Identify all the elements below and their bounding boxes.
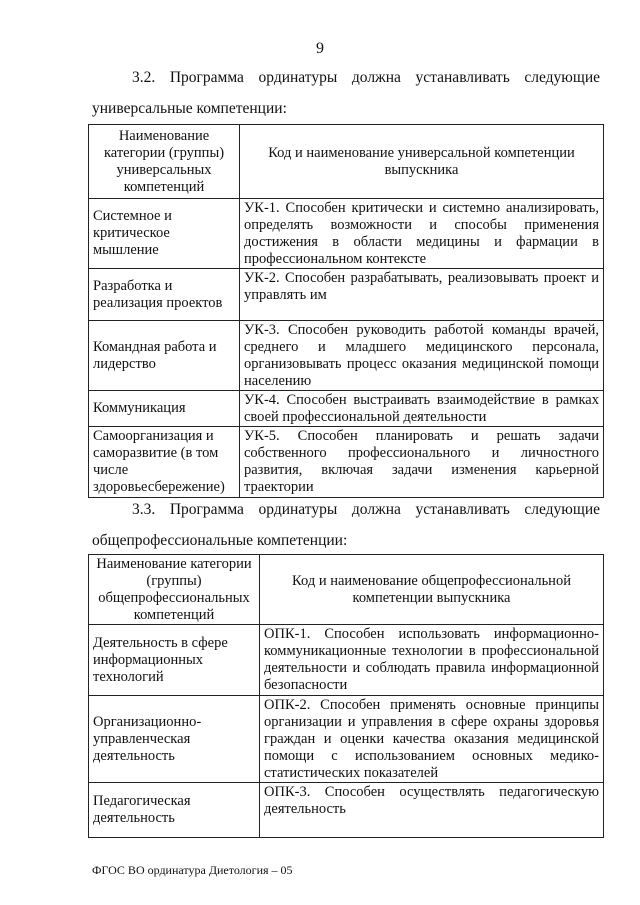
competence-cell: УК-3. Способен руководить работой команды врачей, среднего и младшего медицинского персонала, организовывать процесс оказания медицинской помощи населению <box>240 321 604 391</box>
section-3-3-line-1: 3.3. Программа ординатуры должна устанавливать следующие <box>132 501 600 518</box>
table-row <box>89 696 604 783</box>
universal-competencies-table <box>88 124 604 498</box>
table-row <box>89 783 604 838</box>
header-competence: Код и наименование общепрофессиональной компетенции выпускника <box>260 555 604 625</box>
table-row <box>89 269 604 321</box>
competence-cell: УК-2. Способен разрабатывать, реализовывать проект и управлять им <box>240 269 604 321</box>
header-category: Наименование категории (группы) общепрофессиональных компетенций <box>89 555 260 625</box>
table-row <box>89 199 604 269</box>
competence-cell: ОПК-3. Способен осуществлять педагогическую деятельность <box>260 783 604 838</box>
section-3-2-paragraph <box>92 68 600 119</box>
table-header-row <box>89 555 604 625</box>
category-cell: Коммуникация <box>89 391 240 427</box>
competence-cell: ОПК-2. Способен применять основные принципы организации и управления в сфере охраны здоровья граждан и оценки качества оказания медицинской помощи с использованием основных медико-статистических показателей <box>260 696 604 783</box>
competence-cell: УК-4. Способен выстраивать взаимодействие в рамках своей профессиональной деятельности <box>240 391 604 427</box>
header-category: Наименование категории (группы) универсальных компетенций <box>89 125 240 199</box>
category-cell: Организационно-управленческая деятельность <box>89 696 260 783</box>
section-3-3-line-2: общепрофессиональные компетенции: <box>92 532 348 549</box>
section-3-2-line-1: 3.2. Программа ординатуры должна устанавливать следующие <box>132 69 600 86</box>
category-cell: Педагогическая деятельность <box>89 783 260 838</box>
section-3-2-line-2: универсальные компетенции: <box>92 100 287 117</box>
general-professional-competencies-table <box>88 554 604 838</box>
competence-cell: УК-1. Способен критически и системно анализировать, определять возможности и способы применения достижения в области медицины и фармации в профессиональном контексте <box>240 199 604 269</box>
table-header-row <box>89 125 604 199</box>
section-3-3-paragraph <box>92 500 600 551</box>
table-row <box>89 625 604 696</box>
header-competence: Код и наименование универсальной компетенции выпускника <box>240 125 604 199</box>
category-cell: Деятельность в сфере информационных технологий <box>89 625 260 696</box>
table-row <box>89 391 604 427</box>
competence-cell: ОПК-1. Способен использовать информационно-коммуникационные технологии в профессиональной деятельности и соблюдать правила информационной безопасности <box>260 625 604 696</box>
category-cell: Системное и критическое мышление <box>89 199 240 269</box>
document-footer: ФГОС ВО ординатура Диетология – 05 <box>92 863 293 877</box>
table-row <box>89 321 604 391</box>
category-cell: Командная работа и лидерство <box>89 321 240 391</box>
category-cell: Самоорганизация и саморазвитие (в том числе здоровьесбережение) <box>89 427 240 498</box>
table-row <box>89 427 604 498</box>
competence-cell: УК-5. Способен планировать и решать задачи собственного профессионального и личностного развития, включая задачи изменения карьерной траектории <box>240 427 604 498</box>
page-number: 9 <box>316 40 324 57</box>
category-cell: Разработка и реализация проектов <box>89 269 240 321</box>
